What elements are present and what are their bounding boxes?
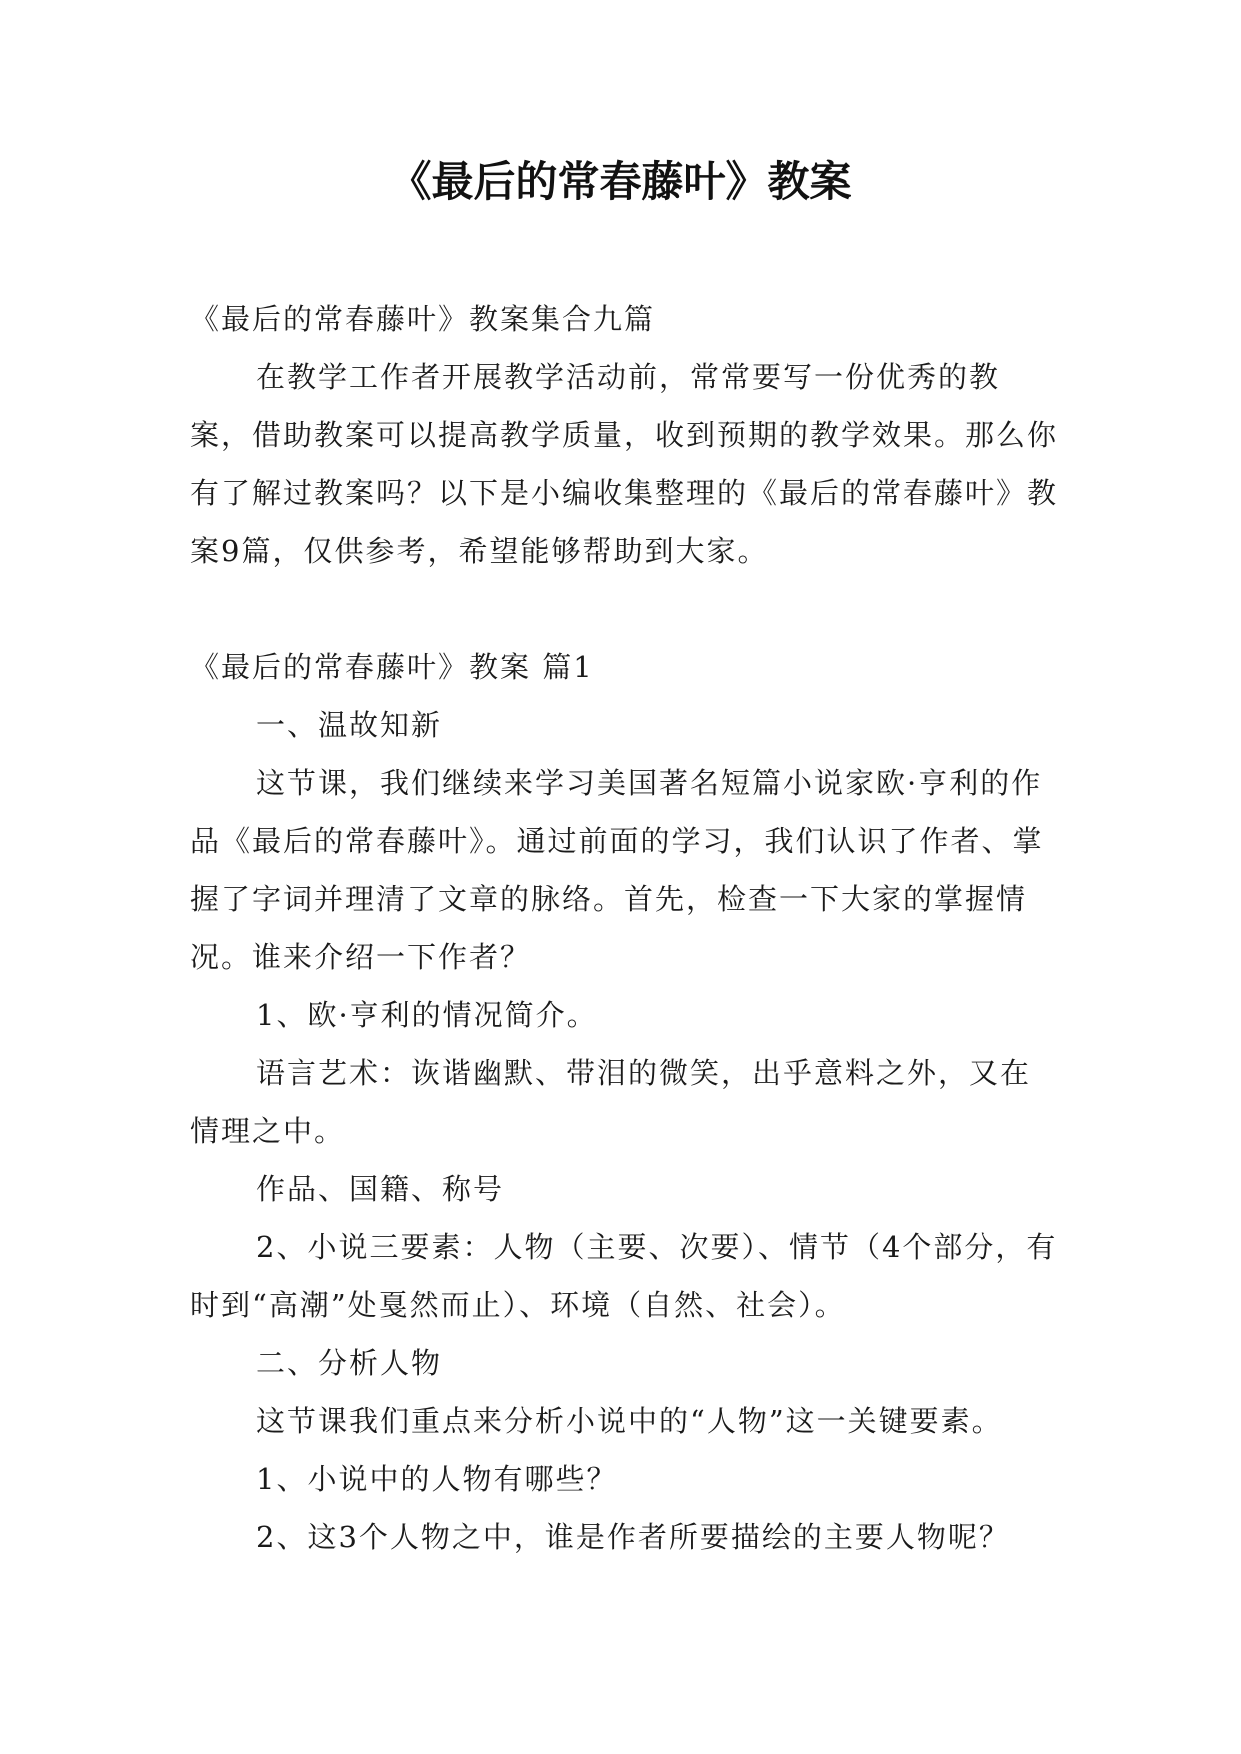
paragraph-spacer xyxy=(190,580,1060,638)
document-title: 《最后的常春藤叶》教案 xyxy=(389,157,852,206)
section-heading: 《最后的常春藤叶》教案 篇1 xyxy=(190,650,594,684)
list-item-author: 1、欧·亨利的情况简介。 xyxy=(256,998,598,1032)
paragraph-language-art: 语言艺术：诙谐幽默、带泪的微笑，出乎意料之外，又在情理之中。 xyxy=(190,1056,1032,1148)
intro-paragraph: 在教学工作者开展教学活动前，常常要写一份优秀的教案，借助教案可以提高教学质量，收到预期的教学效果。那么你有了解过教案吗？以下是小编收集整理的《最后的常春藤叶》教案9篇，仅供参考，希望能够帮助到大家。 xyxy=(190,360,1059,568)
list-item-three-elements: 2、小说三要素：人物（主要、次要）、情节（4个部分，有时到“高潮”处戛然而止）、环境（自然、社会）。 xyxy=(190,1230,1058,1322)
heading-review: 一、温故知新 xyxy=(256,708,443,742)
paragraph-works: 作品、国籍、称号 xyxy=(256,1172,505,1206)
heading-analyze-characters: 二、分析人物 xyxy=(256,1346,443,1380)
collection-subtitle: 《最后的常春藤叶》教案集合九篇 xyxy=(190,302,656,336)
paragraph-focus: 这节课我们重点来分析小说中的“人物”这一关键要素。 xyxy=(256,1404,1003,1438)
list-item-question-2: 2、这3个人物之中，谁是作者所要描绘的主要人物呢？ xyxy=(256,1520,1010,1554)
paragraph-intro-lesson: 这节课，我们继续来学习美国著名短篇小说家欧·亨利的作品《最后的常春藤叶》。通过前面的学习，我们认识了作者、掌握了字词并理清了文章的脉络。首先，检查一下大家的掌握情况。谁来介绍一下作者？ xyxy=(190,766,1044,974)
document-body xyxy=(190,290,1060,1566)
list-item-question-1: 1、小说中的人物有哪些？ xyxy=(256,1462,618,1496)
